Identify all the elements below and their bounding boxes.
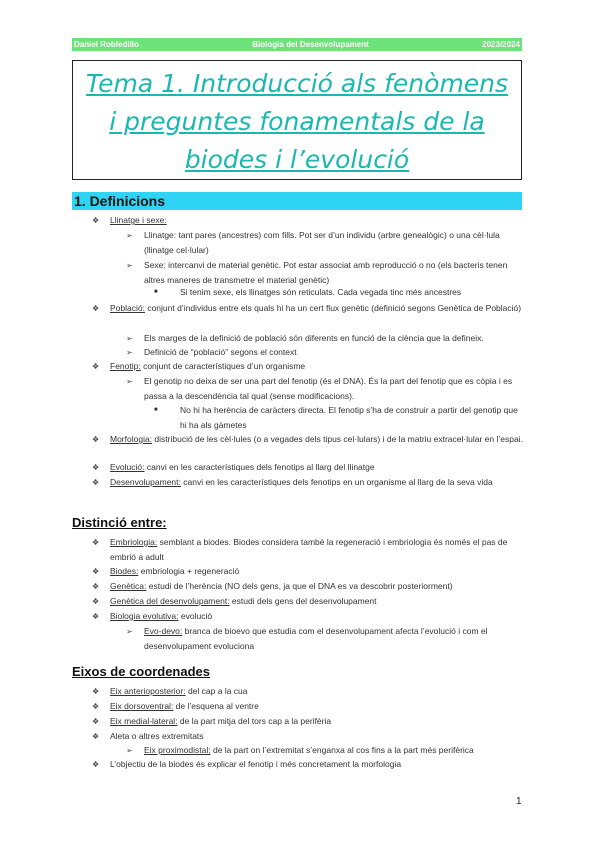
title-box	[72, 60, 522, 180]
list-item: ❖ Genètica del desenvolupament: estudi dels gens del desenvolupament	[96, 594, 526, 609]
page-title: Tema 1. Introducció als fenòmens i preguntes fonamentals de la biodes i l’evolució	[85, 69, 509, 174]
list-item: ➢ Sexe: intercanvi de material genètic. Pot estar associat amb reproducció o no (els bacteris tenen altres maneres de transmetre el material genètic)	[130, 258, 525, 288]
list-item: ❖ Biodes: embriologia + regeneració	[96, 564, 526, 579]
list-item: ❖ Eix medial-lateral: de la part mitja del tors cap a la perifèria	[96, 714, 526, 729]
list-item: ❖ Fenotip: conjunt de característiques d’un organisme	[96, 359, 526, 374]
list-item: ➢ Definició de “població” segons el context	[130, 345, 525, 360]
header-year: 2023/2024	[482, 40, 520, 49]
section-definicions-bar	[72, 192, 522, 210]
list-item: ➢ El genotip no deixa de ser una part del fenotip (és el DNA). És la part del fenotip que es còpia i es passa a la descendència tal qual (sense modificacions).	[130, 374, 525, 404]
list-item: ➢ Evo-devo: branca de bioevo que estudia com el desenvolupament afecta l’evolució i com el desenvolupament evoluciona	[130, 624, 525, 654]
section-distincio-heading: Distinció entre:	[72, 515, 167, 530]
list-item: ➢ Eix proximodistal: de la part on l’extremitat s’enganxa al cos fins a la part més perifèrica	[130, 743, 525, 758]
list-item: ❖ Població: conjunt d’individus entre els quals hi ha un cert flux genètic (definició segons Genètica de Població)	[96, 301, 526, 316]
page-header	[72, 38, 522, 51]
list-item: ❖ Biologia evolutiva: evolució	[96, 609, 526, 624]
header-author: Daniel Robledillo	[74, 40, 139, 49]
list-item: ❖ Eix dorsoventral: de l’esquena al ventre	[96, 699, 526, 714]
section-definicions-heading: 1. Definicions	[74, 193, 166, 209]
list-item: ❖ Morfologia: distribució de les cèl·lules (o a vegades dels tipus cel·lulars) i de la matriu extracel·lular en l’espai.	[96, 432, 526, 447]
list-item: ➢ Llinatge: tant pares (ancestres) com fills. Pot ser d’un individu (arbre genealògic) o una cèl·lula (llinatge cel·lular)	[130, 228, 525, 258]
list-item: ❖ L’objectiu de la biodes és explicar el fenotip i més concretament la morfologia	[96, 757, 526, 772]
list-item: ❖ Evolució: canvi en les característiques dels fenotips al llarg del llinatge	[96, 460, 526, 475]
list-item: ❖ Embriologia: semblant a biodes. Biodes considera també la regeneració i embriologia és només el pas de embrió a adult	[96, 535, 526, 565]
list-item: ■ No hi ha herència de caràcters directa. El fenotip s’ha de construir a partir del genotip que hi ha als gàmetes	[158, 403, 526, 433]
page-number: 1	[516, 796, 522, 807]
list-item: ❖ Llinatge i sexe:	[96, 213, 526, 228]
list-item: ❖ Genètica: estudi de l’herència (NO dels gens, ja que el DNA es va descobrir posteriorment)	[96, 579, 526, 594]
header-subject: Biologia del Desenvolupament	[252, 40, 369, 49]
list-item: ❖ Eix anterioposterior: del cap a la cua	[96, 684, 526, 699]
section-eixos-heading: Eixos de coordenades	[72, 664, 210, 679]
list-item: ■ Si tenim sexe, els llinatges són reticulats. Cada vegada tinc més ancestres	[158, 285, 526, 300]
list-item: ➢ Els marges de la definició de població són diferents en funció de la ciència que la defineix.	[130, 331, 525, 346]
list-item: ❖ Aleta o altres extremitats	[96, 729, 526, 744]
list-item: ❖ Desenvolupament: canvi en les característiques dels fenotips en un organisme al llarg de la seva vida	[96, 475, 526, 490]
